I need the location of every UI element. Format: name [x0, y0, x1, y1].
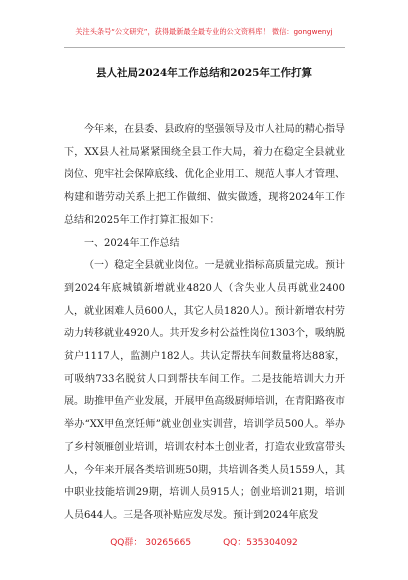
footer-qq-group: QQ群： 30265665 [110, 538, 192, 548]
document-body [64, 119, 345, 528]
header-divider [64, 47, 345, 48]
intro-paragraph: 今年来，在县委、县政府的坚强领导及市人社局的精心指导下，XX县人社局紧紧围绕全县工作大局，着力在稳定全县就业岗位、兜牢社会保障底线、优化企业用工、规范人事人才管理、构建和谐劳动关系上把工作做细、做实做透，现将2024年工作总结和2025年工作打算汇报如下： [64, 124, 345, 226]
body-paragraph: （一）稳定全县就业岗位。一是就业指标高质量完成。预计到2024年底城镇新增就业4820人（含失业人员再就业2400人，就业困难人员600人，其它人员1820人）。预计新增农村劳动力转移就业4920人。共开发乡村公益性岗位1303个，吸纳脱贫户1117人，监测户182人。共认定帮扶车间数量将达88家，可吸纳733名脱贫人口到帮扶车间工作。二是技能培训大力开展。助推甲鱼产业发展，开展甲鱼高级厨师培训，在青阳路夜市举办“XX甲鱼烹饪师”就业创业实训营，培训学员500人。举办了乡村领雁创业培训，培训农村本土创业者，打造农业致富带头人，今年来开展各类培训班50期，共培训各类人员1559人，其中职业技能培训29期，培训人员915人；创业培训21期，培训人员644人。三是各项补贴应发尽发。预计到2024年底发 [64, 260, 345, 521]
header-banner: 关注头条号“公文研究”，获得最新最全最专业的公文资料库！ 微信：gongwenyj [75, 27, 333, 36]
document-title: 县人社局2024年工作总结和2025年工作打算 [96, 67, 312, 79]
section-heading: 一、2024年工作总结 [84, 237, 180, 249]
footer-qq-number: QQ：535304092 [223, 538, 298, 548]
footer-contact [0, 535, 408, 548]
